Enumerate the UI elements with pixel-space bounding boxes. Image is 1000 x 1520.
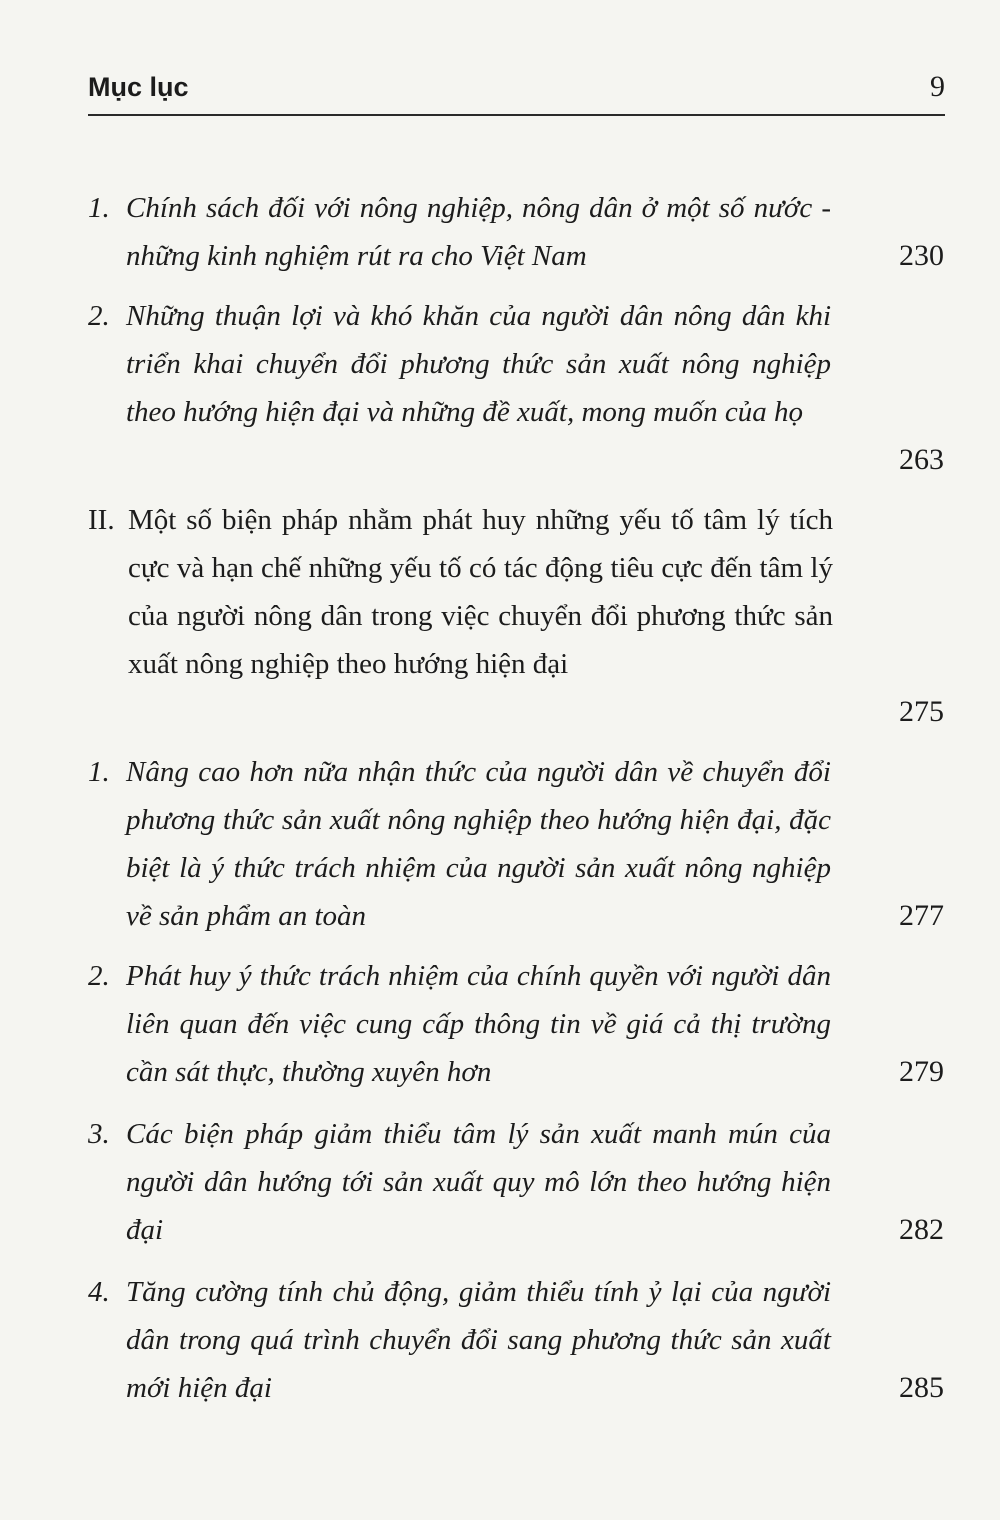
entry-number: 4. — [88, 1276, 110, 1308]
entry-text: Tăng cường tính chủ động, giảm thiểu tính ỷ lại của người dân trong quá trình chuyển đổi sang phương thức sản xuất mới hiện đại — [126, 1276, 831, 1404]
toc-entry — [88, 292, 948, 484]
entry-number: II. — [88, 504, 115, 536]
entry-text: Nâng cao hơn nữa nhận thức của người dân về chuyển đổi phương thức sản xuất nông nghiệp theo hướng hiện đại, đặc biệt là ý thức trách nhiệm của người sản xuất nông nghiệp về sản phẩm an toàn — [126, 756, 831, 932]
toc-entry — [88, 1268, 948, 1412]
entry-text: Các biện pháp giảm thiểu tâm lý sản xuất manh mún của người dân hướng tới sản xuất quy mô lớn theo hướng hiện đại — [126, 1118, 831, 1246]
running-header — [88, 64, 945, 116]
entry-number: 3. — [88, 1118, 110, 1150]
entry-page-number: 263 — [899, 443, 944, 476]
entry-text: Những thuận lợi và khó khăn của người dân nông dân khi triển khai chuyển đổi phương thức sản xuất nông nghiệp theo hướng hiện đại và những đề xuất, mong muốn của họ — [126, 300, 831, 428]
entry-page-number: 277 — [899, 899, 944, 932]
entry-page-number: 282 — [899, 1213, 944, 1246]
entry-number: 1. — [88, 756, 110, 788]
toc-entry — [88, 952, 948, 1096]
entry-page-number: 285 — [899, 1371, 944, 1404]
entry-page-number: 279 — [899, 1055, 944, 1088]
entry-number: 2. — [88, 300, 110, 332]
entry-text: Chính sách đối với nông nghiệp, nông dân ở một số nước - những kinh nghiệm rút ra cho Việt Nam — [126, 192, 831, 272]
toc-entry — [88, 184, 948, 280]
header-title: Mục lục — [88, 72, 189, 102]
entry-text: Phát huy ý thức trách nhiệm của chính quyền với người dân liên quan đến việc cung cấp thông tin về giá cả thị trường cần sát thực, thường xuyên hơn — [126, 960, 831, 1088]
toc-entry — [88, 496, 948, 736]
entry-page-number: 275 — [899, 695, 944, 728]
entry-page-number: 230 — [899, 239, 944, 272]
header-page-number: 9 — [930, 70, 945, 103]
entry-text: Một số biện pháp nhằm phát huy những yếu tố tâm lý tích cực và hạn chế những yếu tố có tác động tiêu cực đến tâm lý của người nông dân trong việc chuyển đổi phương thức sản xuất nông nghiệp theo hướng hiện đại — [128, 504, 833, 680]
entry-number: 2. — [88, 960, 110, 992]
entry-number: 1. — [88, 192, 110, 224]
toc-entry — [88, 1110, 948, 1254]
toc-entry — [88, 748, 948, 940]
